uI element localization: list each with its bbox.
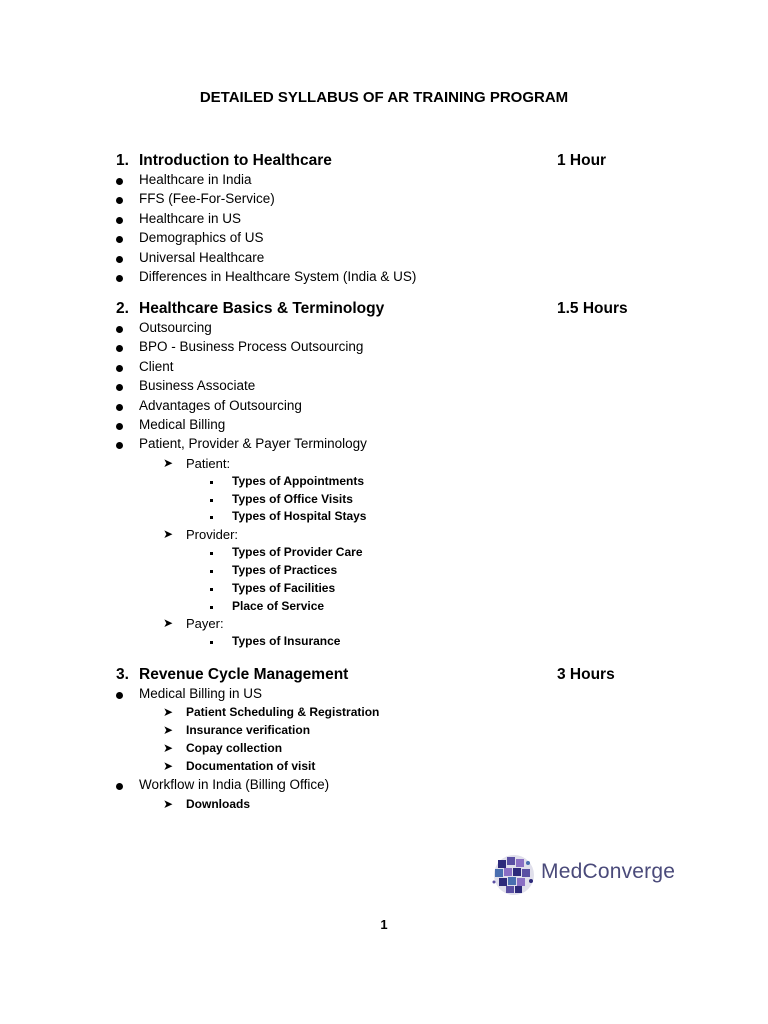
section-duration: 1 Hour <box>557 152 607 169</box>
bullet-icon <box>116 178 123 185</box>
section-number: 3. <box>116 666 129 683</box>
bullet-icon <box>116 345 123 352</box>
section-heading <box>0 152 768 172</box>
list-item: Client <box>0 359 768 378</box>
arrow-bullet-icon: ➤ <box>163 796 174 811</box>
sub-sub-list-item: Types of Hospital Stays <box>0 509 768 527</box>
bullet-icon <box>116 692 123 699</box>
document-title: DETAILED SYLLABUS OF AR TRAINING PROGRAM <box>199 89 569 106</box>
sub-list-item: ➤ Patient Scheduling & Registration <box>163 705 380 720</box>
sub-sub-list-item: Types of Office Visits <box>0 492 768 510</box>
arrow-bullet-icon: ➤ <box>163 741 174 756</box>
square-bullet-icon <box>210 588 213 591</box>
arrow-bullet-icon: ➤ <box>163 723 174 738</box>
medconverge-logo <box>490 852 680 898</box>
sub-list-item: ➤ Downloads <box>163 796 251 811</box>
bullet-icon <box>116 256 123 263</box>
sub-list-item: ➤ Payer: <box>163 616 224 632</box>
list-item: Healthcare in India <box>0 172 768 191</box>
sub-sub-list-item: Types of Provider Care <box>0 545 768 563</box>
list-item: Outsourcing <box>0 320 768 339</box>
arrow-bullet-icon: ➤ <box>163 616 174 631</box>
bullet-icon <box>116 365 123 372</box>
square-bullet-icon <box>210 499 213 502</box>
list-item: Universal Healthcare <box>0 250 768 269</box>
bullet-icon <box>116 384 123 391</box>
section-revenue-cycle <box>0 666 768 815</box>
section-title: Healthcare Basics & Terminology <box>139 300 385 317</box>
list-item: Advantages of Outsourcing <box>0 398 768 417</box>
bullet-icon <box>116 404 123 411</box>
square-bullet-icon <box>210 552 213 555</box>
square-bullet-icon <box>210 641 213 644</box>
list-item: BPO - Business Process Outsourcing <box>0 339 768 358</box>
sub-list-item: ➤ Insurance verification <box>163 723 311 738</box>
sub-list-item: ➤ Patient: <box>163 455 231 471</box>
square-bullet-icon <box>210 570 213 573</box>
section-heading <box>0 300 768 320</box>
list-item: Workflow in India (Billing Office) <box>0 777 768 796</box>
bullet-icon <box>116 217 123 224</box>
bullet-icon <box>116 275 123 282</box>
sub-sub-list-item: Place of Service <box>0 599 768 617</box>
list-item: Demographics of US <box>0 230 768 249</box>
section-introduction <box>0 152 768 288</box>
section-number: 1. <box>116 152 129 169</box>
bullet-icon <box>116 423 123 430</box>
bullet-icon <box>116 197 123 204</box>
bullet-icon <box>116 236 123 243</box>
section-number: 2. <box>116 300 129 317</box>
bullet-icon <box>116 442 123 449</box>
list-item: FFS (Fee-For-Service) <box>0 191 768 210</box>
section-heading <box>0 666 768 686</box>
square-bullet-icon <box>210 481 213 484</box>
sub-sub-list-item: Types of Practices <box>0 563 768 581</box>
list-item: Medical Billing <box>0 417 768 436</box>
sub-sub-list-item: Types of Appointments <box>0 474 768 492</box>
bullet-icon <box>116 783 123 790</box>
logo-text: MedConverge <box>541 860 676 883</box>
section-duration: 1.5 Hours <box>557 300 628 317</box>
section-title: Revenue Cycle Management <box>139 666 349 683</box>
list-item: Healthcare in US <box>0 211 768 230</box>
bullet-icon <box>116 326 123 333</box>
list-item: Patient, Provider & Payer Terminology <box>0 436 768 455</box>
arrow-bullet-icon: ➤ <box>163 759 174 774</box>
section-basics <box>0 300 768 652</box>
list-item: Differences in Healthcare System (India & US) <box>0 269 768 288</box>
list-item: Business Associate <box>0 378 768 397</box>
square-bullet-icon <box>210 606 213 609</box>
page-number: 1 <box>380 917 388 932</box>
list-item: Medical Billing in US <box>0 686 768 705</box>
arrow-bullet-icon: ➤ <box>163 455 174 470</box>
sub-list-item: ➤ Documentation of visit <box>163 759 316 774</box>
arrow-bullet-icon: ➤ <box>163 705 174 720</box>
sub-sub-list-item: Types of Facilities <box>0 581 768 599</box>
sub-list-item: ➤ Copay collection <box>163 741 283 756</box>
sub-list-item: ➤ Provider: <box>163 527 239 543</box>
arrow-bullet-icon: ➤ <box>163 527 174 542</box>
section-title: Introduction to Healthcare <box>139 152 332 169</box>
puzzle-globe-icon <box>490 852 538 898</box>
section-duration: 3 Hours <box>557 666 615 683</box>
sub-sub-list-item: Types of Insurance <box>0 634 768 652</box>
square-bullet-icon <box>210 516 213 519</box>
